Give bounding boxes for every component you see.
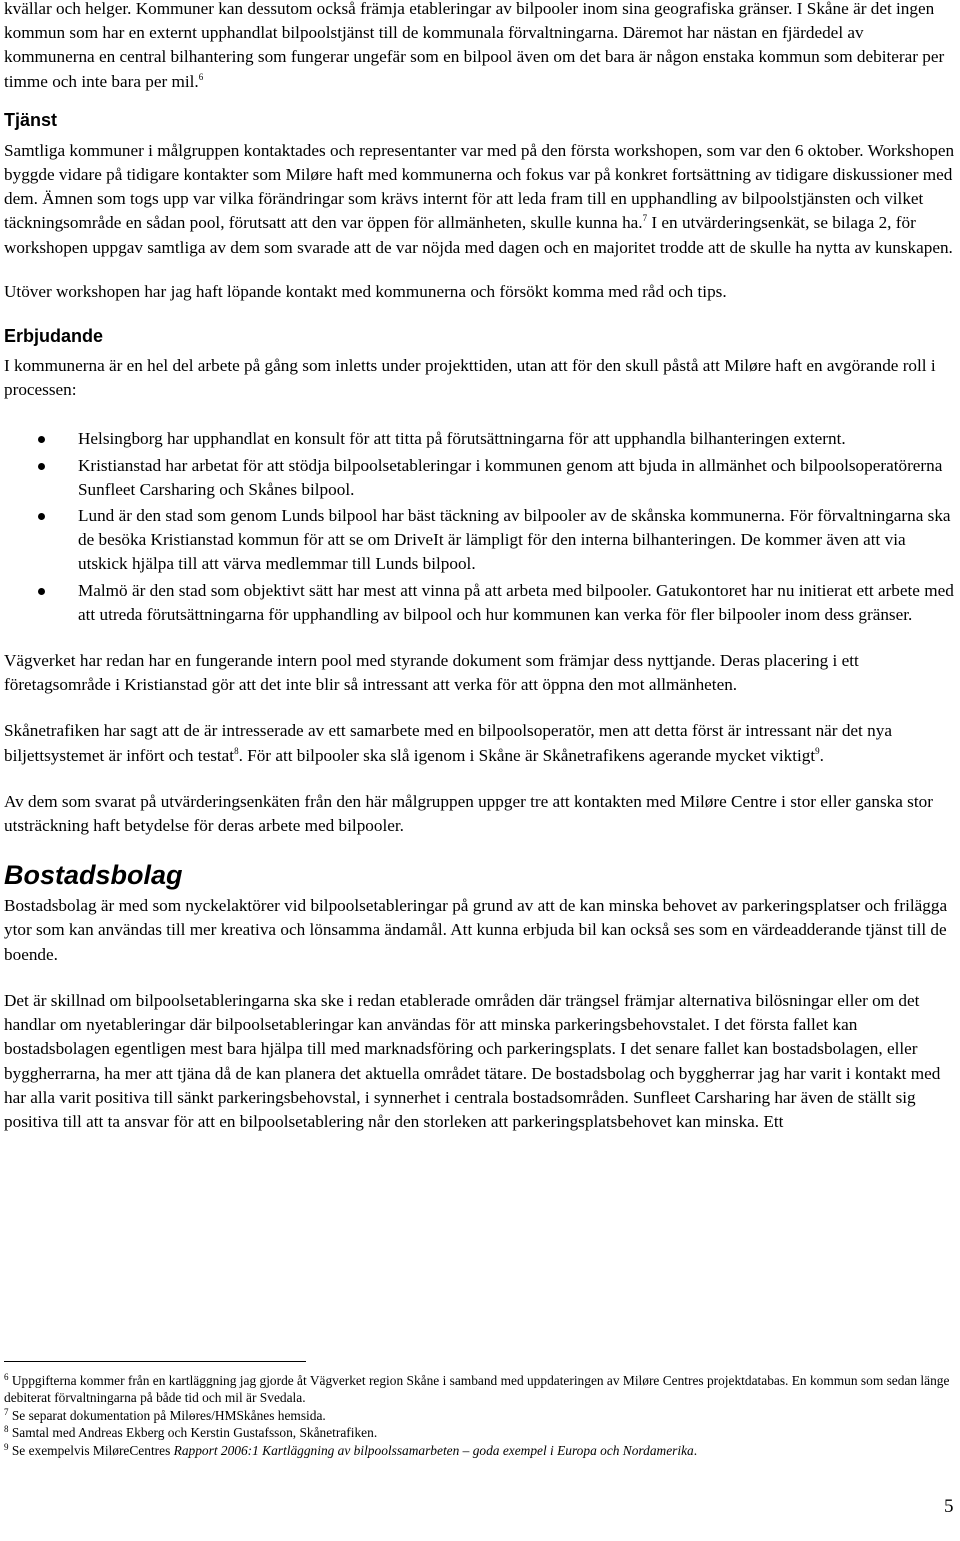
footnote-number: 8 [4, 1424, 9, 1435]
tjanst-text-2: I en utvärderingsenkät, se bilaga 2, för workshopen uppgav samtliga av dem som svarade att de var nöjda med dagen och en majoritet trodde att de skulle ha nytta av kunskapen. [4, 213, 953, 257]
page-content [4, 0, 956, 1134]
footnote-6 [4, 1372, 956, 1407]
heading-tjanst: Tjänst [4, 109, 58, 130]
footnotes [4, 1372, 956, 1459]
intro-paragraph [4, 0, 956, 94]
list-item-text: Lund är den stad som genom Lunds bilpool har bäst täckning av bilpooler av de skånska kommunerna. För förvaltningarna ska de besöka Kristianstad kommun för att se om DriveIt är lämpligt för den interna bilhanteringen. De kommer även att via utskick hjälpa till att värva medlemmar till Lunds bilpool. [78, 506, 951, 574]
heading-erbjudande: Erbjudande [4, 326, 104, 347]
footnote-number: 7 [4, 1406, 9, 1417]
list-item-text: Malmö är den stad som objektivt sätt har mest att vinna på att arbeta med bilpooler. Gatukontoret har nu initierat ett arbete med att utreda förutsättningarna för upphandling av bilpool och hur kommunen kan verka för fler bilpooler inom dess gränser. [78, 580, 954, 624]
bullet-icon [38, 588, 45, 595]
tjanst-paragraph-2: Utöver workshopen har jag haft löpande kontakt med kommunerna och försökt komma med råd och tips. [4, 281, 727, 301]
municipality-list [4, 427, 956, 627]
list-item [4, 454, 956, 502]
list-item [4, 579, 956, 627]
footnote-7 [4, 1407, 956, 1424]
skanetrafiken-text-3: . [819, 745, 824, 765]
footnote-text-end: . [693, 1442, 698, 1458]
heading-bostadsbolag: Bostadsbolag [4, 860, 183, 891]
footnote-number: 6 [4, 1372, 9, 1382]
survey-paragraph: Av dem som svarat på utvärderingsenkäten från den här målgruppen uppger tre att kontakten med Miløre Centre i stor eller ganska stor utsträckning haft betydelse för deras arbete med bilpooler. [4, 791, 933, 836]
bullet-icon [38, 463, 45, 470]
page-number: 5 [944, 1496, 954, 1517]
footnote-ref-6: 6 [198, 71, 204, 82]
list-item [4, 504, 956, 577]
footnote-ref-9: 9 [815, 745, 820, 756]
bullet-icon [38, 436, 45, 443]
skanetrafiken-text-1: Skånetrafiken har sagt att de är intresserade av ett samarbete med en bilpoolsoperatör, men att detta först är intressant när det nya biljettsystemet är infört och testat [4, 721, 892, 765]
footnote-text: Se exempelvis MiløreCentres [11, 1442, 174, 1458]
footnote-number: 9 [4, 1441, 9, 1452]
tjanst-text-1: Samtliga kommuner i målgruppen kontaktades och representanter var med på den första workshopen, som var den 6 oktober. Workshopen byggde vidare på tidigare kontakter som Miløre haft med kommunerna och fokus var på konkret fortsättning av tidigare diskussioner med dem. Ämnen som togs upp var vilka förändringar som krävs internt för att leda fram till en upphandling av bilpoolstjänsten och vilket täckningsområde en sådan pool, förutsatt att den var öppen för allmänheten, skulle kunna ha. [4, 140, 955, 233]
bostadsbolag-paragraph-1: Bostadsbolag är med som nyckelaktörer vid bilpoolsetableringar på grund av att de kan minska behovet av parkeringsplatser och frilägga ytor som kan användas till mer kreativa och lönsamma ändamål. Att kunna erbjuda bil kan också ses som en värdeadderande tjänst till de boende. [4, 896, 948, 964]
footnote-divider [4, 1361, 306, 1362]
tjanst-paragraph-1 [4, 139, 956, 260]
footnote-report-title: Rapport 2006:1 Kartläggning av bilpoolssamarbeten – goda exempel i Europa och Nordamerika [173, 1442, 694, 1458]
bullet-icon [38, 513, 45, 520]
footnote-text: Uppgifterna kommer från en kartläggning jag gjorde åt Vägverket region Skåne i samband med uppdateringen av Miløre Centres projektdatabas. En kommun som sedan länge debiterat förvaltningarna på både tid och mil är Svedala. [4, 1373, 950, 1406]
skanetrafiken-paragraph [4, 719, 956, 767]
footnote-text: Se separat dokumentation på Milөres/HMSkånes hemsida. [11, 1407, 326, 1423]
footnote-ref-7: 7 [642, 213, 648, 224]
erbjudande-intro: I kommunerna är en hel del arbete på gång som inletts under projekttiden, utan att för den skull påstå att Miløre haft en avgörande roll i processen: [4, 356, 936, 400]
footnote-8 [4, 1424, 956, 1441]
vagverket-paragraph: Vägverket har redan har en fungerande intern pool med styrande dokument som främjar dess nyttjande. Deras placering i ett företagsområde i Kristianstad gör att det inte blir så intressant att verka för att öppna den mot allmänheten. [4, 651, 859, 695]
footnote-ref-8: 8 [234, 745, 239, 756]
skanetrafiken-text-2: . För att bilpooler ska slå igenom i Skåne är Skånetrafikens agerande mycket viktigt [238, 745, 816, 765]
intro-text: kvällar och helger. Kommuner kan dessutom också främja etableringar av bilpooler inom sina geografiska gränser. I Skåne är det ingen kommun som har en externt upphandlat bilpoolstjänst till de kommunala förvaltningarna. Däremot har nästan en fjärdedel av kommunerna en central bilhantering som fungerar ungefär som en bilpool även om det bara är någon enstaka kommun som debiterar per timme och inte bara per mil. [4, 0, 945, 91]
bostadsbolag-paragraph-2: Det är skillnad om bilpoolsetableringarna ska ske i redan etablerade områden där trängsel främjar alternativa bilösningar eller om det handlar om nyetableringar där bilpoolsetableringar kan användas för att minska parkeringsbehovstalet. I det första fallet kan bostadsbolagen egentligen mest bara hjälpa till med marknadsföring och parkeringsplats. I det senare fallet kan bostadsbolagen, eller byggherrarna, ha mer att tjäna då de kan planera det aktuella området tätare. De bostadsbolag och byggherrar jag har varit i kontakt med har alla varit positiva till sänkt parkeringsbehovstal, i synnerhet i centrala bostadsområden. Sunfleet Carsharing har även de ställt sig positiva till att ta ansvar för att en bilpoolsetablering når den storleken att parkeringsplatsbehovet kan minska. Ett [4, 990, 941, 1131]
footnote-9 [4, 1442, 956, 1459]
footnote-text: Samtal med Andreas Ekberg och Kerstin Gustafsson, Skånetrafiken. [11, 1425, 378, 1441]
list-item-text: Helsingborg har upphandlat en konsult för att titta på förutsättningarna för att upphandla bilhanteringen externt. [78, 429, 846, 449]
list-item-text: Kristianstad har arbetat för att stödja bilpoolsetableringar i kommunen genom att bjuda in allmänhet och bilpoolsoperatörerna Sunfleet Carsharing och Skånes bilpool. [78, 455, 943, 499]
list-item [4, 427, 956, 451]
